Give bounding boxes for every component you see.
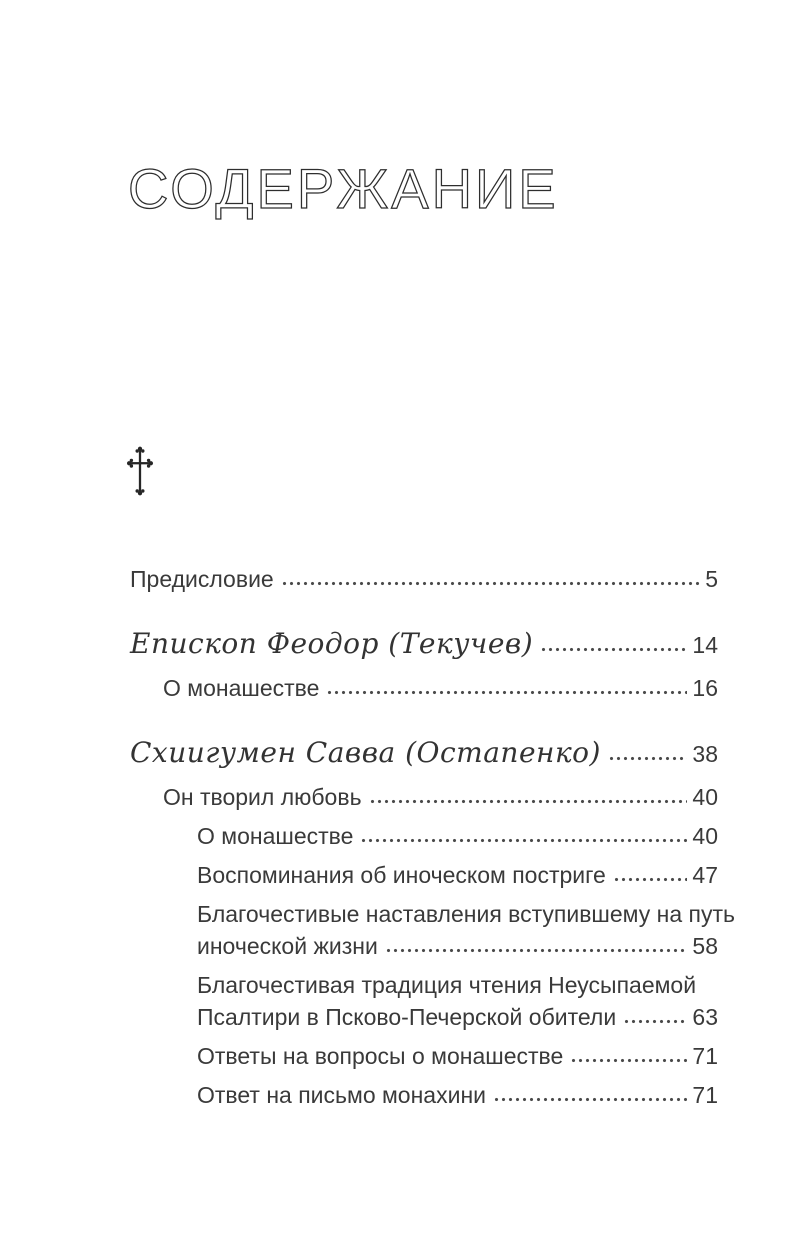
toc-row xyxy=(130,823,718,849)
toc-entry-title: О монашестве xyxy=(163,675,320,701)
toc-entry-title: О монашестве xyxy=(197,823,354,849)
toc-page-number: 71 xyxy=(692,1082,718,1108)
dot-leader xyxy=(385,947,688,954)
toc-entry-title: Схиигумен Савва (Остапенко) xyxy=(130,736,601,769)
dot-leader xyxy=(369,798,688,805)
toc-entry-title: Предисловие xyxy=(130,566,274,592)
page-title: СОДЕРЖАНИЕ xyxy=(128,156,559,220)
toc-row-wrapped-first-line xyxy=(130,972,718,998)
toc-row-author-savva xyxy=(130,736,718,771)
toc-entry-title: Он творил любовь xyxy=(163,784,362,810)
toc-entry-title: Воспоминания об иноческом постриге xyxy=(197,862,606,888)
toc-page-number: 58 xyxy=(692,933,718,959)
dot-leader xyxy=(623,1018,687,1025)
toc-row-author-feodor xyxy=(130,627,718,662)
dot-leader xyxy=(608,755,687,762)
dot-leader xyxy=(281,580,700,587)
toc-page-number: 47 xyxy=(692,862,718,888)
toc-page-number: 40 xyxy=(692,784,718,810)
toc-entry-title: иноческой жизни xyxy=(197,933,378,959)
toc-row xyxy=(130,784,718,810)
toc-entry-title: Благочестивая традиция чтения Неусыпаемой xyxy=(197,972,697,998)
toc-page-number: 5 xyxy=(705,566,718,592)
toc-row xyxy=(130,1082,718,1108)
toc-row-wrapped-first-line xyxy=(130,901,735,927)
toc-row xyxy=(130,675,718,701)
toc-row xyxy=(130,862,718,888)
toc-entry-title: Епископ Феодор (Текучев) xyxy=(130,627,534,660)
toc-page-number: 16 xyxy=(692,675,718,701)
dot-leader xyxy=(326,689,687,696)
budded-cross-icon xyxy=(126,445,154,497)
toc-entry-title: Ответы на вопросы о монашестве xyxy=(197,1043,564,1069)
toc-row xyxy=(130,1043,718,1069)
table-of-contents xyxy=(130,566,735,1108)
toc-row-wrapped-last-line xyxy=(130,1004,718,1030)
dot-leader xyxy=(570,1057,687,1064)
toc-row-wrapped-last-line xyxy=(130,933,718,959)
dot-leader xyxy=(540,646,687,653)
toc-page-number: 63 xyxy=(692,1004,718,1030)
toc-page-number: 38 xyxy=(692,741,718,767)
toc-entry-title: Ответ на письмо монахини xyxy=(197,1082,486,1108)
toc-page-number: 14 xyxy=(692,632,718,658)
toc-page-number: 40 xyxy=(692,823,718,849)
toc-row-preface xyxy=(130,566,718,592)
toc-entry-title: Псалтири в Псково-Печерской обители xyxy=(197,1004,617,1030)
dot-leader xyxy=(613,876,688,883)
toc-page-number: 71 xyxy=(692,1043,718,1069)
toc-entry-title: Благочестивые наставления вступившему на путь xyxy=(197,901,735,927)
dot-leader xyxy=(360,837,687,844)
dot-leader xyxy=(493,1096,687,1103)
